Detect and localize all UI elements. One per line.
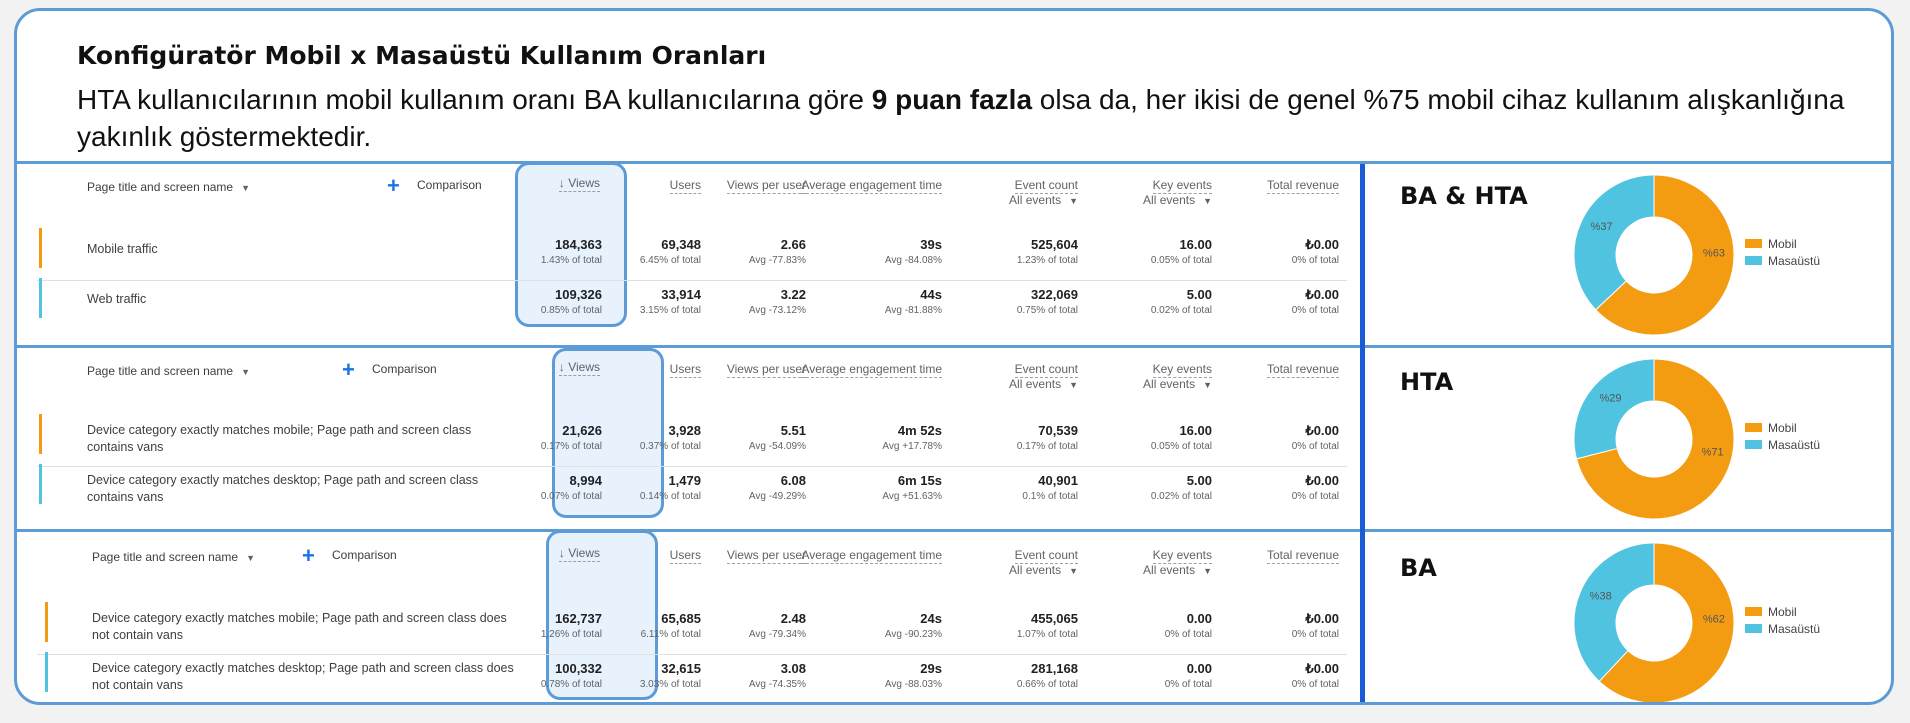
header-total-revenue-text: Total revenue bbox=[1266, 548, 1339, 562]
views-value: 100,332 bbox=[555, 661, 602, 676]
header-views-text: ↓ Views bbox=[558, 546, 600, 560]
users-value: 33,914 bbox=[661, 287, 701, 302]
caret-down-icon: ▼ bbox=[246, 553, 256, 563]
cell-aet bbox=[885, 610, 942, 643]
key-subvalue: 0% of total bbox=[1164, 679, 1212, 690]
subtitle-highlight: 9 puan fazla bbox=[871, 84, 1033, 115]
subtitle-part-1: HTA kullanıcılarının mobil kullanım oranı BA kullanıcılarına göre bbox=[77, 84, 872, 115]
events-value: 70,539 bbox=[1038, 423, 1078, 438]
aet-value: 24s bbox=[920, 611, 942, 626]
report-card bbox=[14, 8, 1894, 705]
row-name: Device category exactly matches mobile; Page path and screen class does not contain vans bbox=[92, 611, 507, 642]
views-value: 21,626 bbox=[562, 423, 602, 438]
rev-subvalue: 0% of total bbox=[1291, 441, 1339, 452]
users-value: 1,479 bbox=[668, 473, 701, 488]
events-value: 525,604 bbox=[1031, 237, 1078, 252]
section-label: BA & HTA bbox=[1400, 182, 1528, 210]
cell-events bbox=[1017, 236, 1078, 269]
cell-users bbox=[640, 286, 701, 319]
header-event-count-filter[interactable] bbox=[1009, 193, 1078, 209]
mobile-series-marker bbox=[45, 602, 48, 642]
views-value: 109,326 bbox=[555, 287, 602, 302]
header-event-count-text: Event count bbox=[1014, 178, 1078, 192]
table-section bbox=[17, 348, 1357, 529]
rev-subvalue: 0% of total bbox=[1291, 255, 1339, 266]
cell-users bbox=[641, 610, 701, 643]
aet-subvalue: Avg -84.08% bbox=[884, 255, 942, 266]
all-events-label: All events bbox=[1143, 193, 1196, 207]
header-key-events-text: Key events bbox=[1152, 178, 1212, 192]
header-avg-engagement-text: Average engagement time bbox=[801, 178, 942, 192]
vpu-value: 2.48 bbox=[780, 611, 806, 626]
table-section bbox=[17, 164, 1357, 345]
desktop-series-marker bbox=[39, 278, 42, 318]
events-subvalue: 0.66% of total bbox=[1016, 679, 1078, 690]
slice-label-desktop: %38 bbox=[1589, 590, 1612, 603]
dimension-selector[interactable] bbox=[92, 550, 255, 564]
key-value: 0.00 bbox=[1186, 661, 1212, 676]
cell-views bbox=[541, 660, 602, 693]
table-section bbox=[17, 532, 1357, 705]
cell-rev bbox=[1292, 422, 1339, 455]
aet-subvalue: Avg -81.88% bbox=[884, 305, 942, 316]
rev-value: ₺0.00 bbox=[1305, 423, 1339, 438]
key-subvalue: 0% of total bbox=[1164, 629, 1212, 640]
row-name: Device category exactly matches desktop; Page path and screen class does not contain vans bbox=[92, 661, 514, 692]
caret-down-icon: ▼ bbox=[1069, 566, 1078, 576]
cell-vpu bbox=[749, 236, 806, 269]
donut-chart bbox=[1572, 173, 1736, 337]
dimension-selector[interactable] bbox=[87, 180, 250, 194]
header-views-per-user-text: Views per user bbox=[726, 362, 806, 376]
events-subvalue: 0.17% of total bbox=[1016, 441, 1078, 452]
legend-mobile-label: Mobil bbox=[1768, 604, 1797, 619]
header-views[interactable] bbox=[559, 360, 600, 375]
legend-desktop-label: Masaüstü bbox=[1768, 253, 1821, 268]
aet-value: 39s bbox=[920, 237, 942, 252]
header-users[interactable] bbox=[670, 362, 701, 377]
rev-subvalue: 0% of total bbox=[1291, 629, 1339, 640]
aet-subvalue: Avg -88.03% bbox=[884, 679, 942, 690]
header-avg-engagement[interactable] bbox=[801, 178, 942, 193]
comparison-label: Comparison bbox=[372, 362, 437, 376]
users-value: 32,615 bbox=[661, 661, 701, 676]
legend-mobile bbox=[1745, 235, 1820, 252]
rev-subvalue: 0% of total bbox=[1291, 491, 1339, 502]
section-label: HTA bbox=[1400, 368, 1454, 396]
header-users-text: Users bbox=[669, 548, 701, 562]
header-views[interactable] bbox=[559, 546, 600, 561]
cell-aet bbox=[885, 660, 942, 693]
header-key-events-filter[interactable] bbox=[1143, 193, 1212, 209]
dimension-label: Page title and screen name bbox=[92, 550, 239, 564]
all-events-label: All events bbox=[1009, 193, 1062, 207]
vpu-subvalue: Avg -73.12% bbox=[748, 305, 806, 316]
header-event-count[interactable] bbox=[1009, 178, 1078, 209]
legend-mobile-label: Mobil bbox=[1768, 236, 1797, 251]
cell-key bbox=[1165, 610, 1212, 643]
legend-desktop-swatch bbox=[1745, 440, 1762, 449]
header-views-text: ↓ Views bbox=[558, 360, 600, 374]
legend-desktop bbox=[1745, 620, 1820, 637]
desktop-series-marker bbox=[45, 652, 48, 692]
caret-down-icon: ▼ bbox=[241, 183, 251, 193]
header-views-per-user-text: Views per user bbox=[726, 548, 806, 562]
legend-mobile bbox=[1745, 419, 1820, 436]
views-value: 184,363 bbox=[555, 237, 602, 252]
cell-rev bbox=[1292, 472, 1339, 505]
aet-value: 44s bbox=[920, 287, 942, 302]
mobile-series-marker bbox=[39, 228, 42, 268]
cell-users bbox=[640, 236, 701, 269]
header-total-revenue-text: Total revenue bbox=[1266, 362, 1339, 376]
row-name: Device category exactly matches desktop; Page path and screen class contains vans bbox=[87, 473, 479, 504]
header-users[interactable] bbox=[670, 548, 701, 563]
all-events-label: All events bbox=[1009, 563, 1062, 577]
caret-down-icon: ▼ bbox=[241, 367, 251, 377]
header-total-revenue[interactable] bbox=[1267, 362, 1339, 377]
rev-value: ₺0.00 bbox=[1305, 287, 1339, 302]
dimension-selector[interactable] bbox=[87, 364, 250, 378]
all-events-label: All events bbox=[1009, 377, 1062, 391]
page-subtitle bbox=[77, 81, 1857, 155]
cell-key bbox=[1151, 472, 1212, 505]
row-separator bbox=[37, 280, 1347, 281]
section-label: BA bbox=[1400, 554, 1437, 582]
cell-views bbox=[541, 422, 602, 455]
header-avg-engagement-text: Average engagement time bbox=[801, 362, 942, 376]
cell-vpu bbox=[749, 286, 806, 319]
legend-desktop bbox=[1745, 436, 1820, 453]
mobile-series-marker bbox=[39, 414, 42, 454]
comparison-label: Comparison bbox=[332, 548, 397, 562]
cell-vpu bbox=[749, 610, 806, 643]
key-subvalue: 0.05% of total bbox=[1150, 441, 1212, 452]
cell-users bbox=[640, 422, 701, 455]
vpu-value: 3.08 bbox=[780, 661, 806, 676]
users-subvalue: 6.45% of total bbox=[639, 255, 701, 266]
vpu-subvalue: Avg -54.09% bbox=[748, 441, 806, 452]
cell-vpu bbox=[749, 660, 806, 693]
header-avg-engagement-text: Average engagement time bbox=[801, 548, 942, 562]
donut-chart bbox=[1572, 357, 1736, 521]
views-value: 8,994 bbox=[569, 473, 602, 488]
cell-views bbox=[541, 286, 602, 319]
cell-users bbox=[640, 660, 701, 693]
header-event-count-text: Event count bbox=[1014, 362, 1078, 376]
key-value: 0.00 bbox=[1186, 611, 1212, 626]
vpu-subvalue: Avg -74.35% bbox=[748, 679, 806, 690]
header-users-text: Users bbox=[669, 362, 701, 376]
cell-views bbox=[541, 472, 602, 505]
users-subvalue: 0.14% of total bbox=[639, 491, 701, 502]
cell-key bbox=[1151, 286, 1212, 319]
header-avg-engagement[interactable] bbox=[801, 362, 942, 377]
all-events-label: All events bbox=[1143, 563, 1196, 577]
events-value: 40,901 bbox=[1038, 473, 1078, 488]
cell-events bbox=[1017, 422, 1078, 455]
vpu-subvalue: Avg -77.83% bbox=[748, 255, 806, 266]
add-comparison-icon[interactable]: + bbox=[387, 173, 400, 198]
key-value: 16.00 bbox=[1179, 423, 1212, 438]
users-value: 3,928 bbox=[668, 423, 701, 438]
vpu-value: 6.08 bbox=[780, 473, 806, 488]
row-name: Device category exactly matches mobile; Page path and screen class contains vans bbox=[87, 423, 472, 454]
cell-rev bbox=[1292, 236, 1339, 269]
views-subvalue: 1.26% of total bbox=[540, 629, 602, 640]
events-value: 455,065 bbox=[1031, 611, 1078, 626]
cell-aet bbox=[882, 422, 942, 455]
vpu-value: 2.66 bbox=[780, 237, 806, 252]
rev-subvalue: 0% of total bbox=[1291, 679, 1339, 690]
aet-value: 6m 15s bbox=[897, 473, 942, 488]
row-separator bbox=[37, 466, 1347, 467]
dimension-label: Page title and screen name bbox=[87, 364, 234, 378]
legend-mobile-label: Mobil bbox=[1768, 420, 1797, 435]
cell-key bbox=[1151, 236, 1212, 269]
legend-desktop-swatch bbox=[1745, 624, 1762, 633]
cell-users bbox=[640, 472, 701, 505]
key-subvalue: 0.05% of total bbox=[1150, 255, 1212, 266]
header-key-events-filter[interactable] bbox=[1143, 377, 1212, 393]
all-events-label: All events bbox=[1143, 377, 1196, 391]
vpu-subvalue: Avg -79.34% bbox=[748, 629, 806, 640]
users-value: 65,685 bbox=[661, 611, 701, 626]
users-subvalue: 3.15% of total bbox=[639, 305, 701, 316]
events-subvalue: 1.23% of total bbox=[1016, 255, 1078, 266]
cell-rev bbox=[1292, 286, 1339, 319]
events-subvalue: 1.07% of total bbox=[1016, 629, 1078, 640]
legend-desktop-label: Masaüstü bbox=[1768, 437, 1821, 452]
header-users-text: Users bbox=[669, 178, 701, 192]
page-title: Konfigüratör Mobil x Masaüstü Kullanım Oranları bbox=[77, 41, 767, 70]
chart-legend bbox=[1745, 603, 1820, 637]
vpu-value: 5.51 bbox=[780, 423, 806, 438]
events-value: 322,069 bbox=[1031, 287, 1078, 302]
views-subvalue: 0.07% of total bbox=[540, 491, 602, 502]
vpu-subvalue: Avg -49.29% bbox=[748, 491, 806, 502]
header-views-per-user[interactable] bbox=[727, 178, 806, 193]
chart-legend bbox=[1745, 235, 1820, 269]
aet-value: 4m 52s bbox=[897, 423, 942, 438]
row-name: Web traffic bbox=[87, 292, 147, 306]
users-subvalue: 0.37% of total bbox=[639, 441, 701, 452]
rev-value: ₺0.00 bbox=[1305, 237, 1339, 252]
header-event-count-filter[interactable] bbox=[1009, 377, 1078, 393]
aet-subvalue: Avg -90.23% bbox=[884, 629, 942, 640]
header-key-events-filter[interactable] bbox=[1143, 563, 1212, 579]
header-key-events[interactable] bbox=[1143, 362, 1212, 393]
header-key-events[interactable] bbox=[1143, 548, 1212, 579]
views-value: 162,737 bbox=[555, 611, 602, 626]
views-subvalue: 1.43% of total bbox=[540, 255, 602, 266]
legend-mobile-swatch bbox=[1745, 607, 1762, 616]
rev-value: ₺0.00 bbox=[1305, 661, 1339, 676]
key-value: 5.00 bbox=[1186, 473, 1212, 488]
add-comparison-icon[interactable]: + bbox=[342, 357, 355, 382]
caret-down-icon: ▼ bbox=[1203, 380, 1212, 390]
cell-rev bbox=[1292, 660, 1339, 693]
slice-label-mobile: %63 bbox=[1702, 247, 1725, 260]
header-users[interactable] bbox=[670, 178, 701, 193]
header-views-per-user-text: Views per user bbox=[726, 178, 806, 192]
slice-desktop bbox=[1574, 359, 1654, 459]
header-key-events-text: Key events bbox=[1152, 548, 1212, 562]
cell-events bbox=[1017, 610, 1078, 643]
header-total-revenue[interactable] bbox=[1267, 548, 1339, 563]
slice-label-desktop: %37 bbox=[1590, 220, 1613, 233]
users-subvalue: 3.03% of total bbox=[639, 679, 701, 690]
vertical-divider bbox=[1360, 164, 1365, 705]
donut-chart bbox=[1572, 541, 1736, 705]
add-comparison-icon[interactable]: + bbox=[302, 543, 315, 568]
rev-value: ₺0.00 bbox=[1305, 473, 1339, 488]
legend-mobile-swatch bbox=[1745, 239, 1762, 248]
desktop-series-marker bbox=[39, 464, 42, 504]
header-event-count[interactable] bbox=[1009, 362, 1078, 393]
users-subvalue: 6.11% of total bbox=[640, 629, 701, 640]
header-event-count-filter[interactable] bbox=[1009, 563, 1078, 579]
header-key-events[interactable] bbox=[1143, 178, 1212, 209]
header-total-revenue-text: Total revenue bbox=[1266, 178, 1339, 192]
cell-vpu bbox=[749, 422, 806, 455]
legend-desktop bbox=[1745, 252, 1820, 269]
events-subvalue: 0.1% of total bbox=[1022, 491, 1078, 502]
rev-value: ₺0.00 bbox=[1305, 611, 1339, 626]
header-total-revenue[interactable] bbox=[1267, 178, 1339, 193]
row-separator bbox=[37, 654, 1347, 655]
cell-aet bbox=[885, 236, 942, 269]
aet-value: 29s bbox=[920, 661, 942, 676]
row-name: Mobile traffic bbox=[87, 242, 158, 256]
events-subvalue: 0.75% of total bbox=[1016, 305, 1078, 316]
cell-events bbox=[1022, 472, 1078, 505]
events-value: 281,168 bbox=[1031, 661, 1078, 676]
key-subvalue: 0.02% of total bbox=[1150, 491, 1212, 502]
cell-events bbox=[1017, 286, 1078, 319]
users-value: 69,348 bbox=[661, 237, 701, 252]
slice-label-mobile: %71 bbox=[1701, 446, 1724, 459]
aet-subvalue: Avg +51.63% bbox=[882, 491, 942, 502]
views-subvalue: 0.85% of total bbox=[540, 305, 602, 316]
cell-key bbox=[1151, 422, 1212, 455]
cell-views bbox=[541, 610, 602, 643]
slice-desktop bbox=[1574, 175, 1654, 310]
header-event-count-text: Event count bbox=[1014, 548, 1078, 562]
caret-down-icon: ▼ bbox=[1203, 566, 1212, 576]
legend-mobile-swatch bbox=[1745, 423, 1762, 432]
dimension-label: Page title and screen name bbox=[87, 180, 234, 194]
header-avg-engagement[interactable] bbox=[801, 548, 942, 563]
cell-key bbox=[1165, 660, 1212, 693]
header-views-per-user[interactable] bbox=[727, 548, 806, 563]
key-value: 16.00 bbox=[1179, 237, 1212, 252]
header-views-text: ↓ Views bbox=[558, 176, 600, 190]
chart-legend bbox=[1745, 419, 1820, 453]
legend-desktop-swatch bbox=[1745, 256, 1762, 265]
caret-down-icon: ▼ bbox=[1069, 196, 1078, 206]
slice-label-desktop: %29 bbox=[1599, 392, 1622, 405]
key-value: 5.00 bbox=[1186, 287, 1212, 302]
caret-down-icon: ▼ bbox=[1069, 380, 1078, 390]
header-event-count[interactable] bbox=[1009, 548, 1078, 579]
subtitle-part-2: olsa da, her ikisi de genel %75 mobil cihaz kullanım alışkanlığına yakınlık göstermektedir. bbox=[77, 84, 1845, 152]
cell-aet bbox=[882, 472, 942, 505]
cell-aet bbox=[885, 286, 942, 319]
header-views-per-user[interactable] bbox=[727, 362, 806, 377]
cell-rev bbox=[1292, 610, 1339, 643]
header-views[interactable] bbox=[559, 176, 600, 191]
cell-events bbox=[1017, 660, 1078, 693]
cell-views bbox=[541, 236, 602, 269]
rev-subvalue: 0% of total bbox=[1291, 305, 1339, 316]
views-subvalue: 0.78% of total bbox=[540, 679, 602, 690]
cell-vpu bbox=[749, 472, 806, 505]
views-subvalue: 0.17% of total bbox=[540, 441, 602, 452]
caret-down-icon: ▼ bbox=[1203, 196, 1212, 206]
vpu-value: 3.22 bbox=[780, 287, 806, 302]
legend-mobile bbox=[1745, 603, 1820, 620]
slice-label-mobile: %62 bbox=[1702, 613, 1725, 626]
key-subvalue: 0.02% of total bbox=[1150, 305, 1212, 316]
comparison-label: Comparison bbox=[417, 178, 482, 192]
header-key-events-text: Key events bbox=[1152, 362, 1212, 376]
legend-desktop-label: Masaüstü bbox=[1768, 621, 1821, 636]
aet-subvalue: Avg +17.78% bbox=[882, 441, 942, 452]
